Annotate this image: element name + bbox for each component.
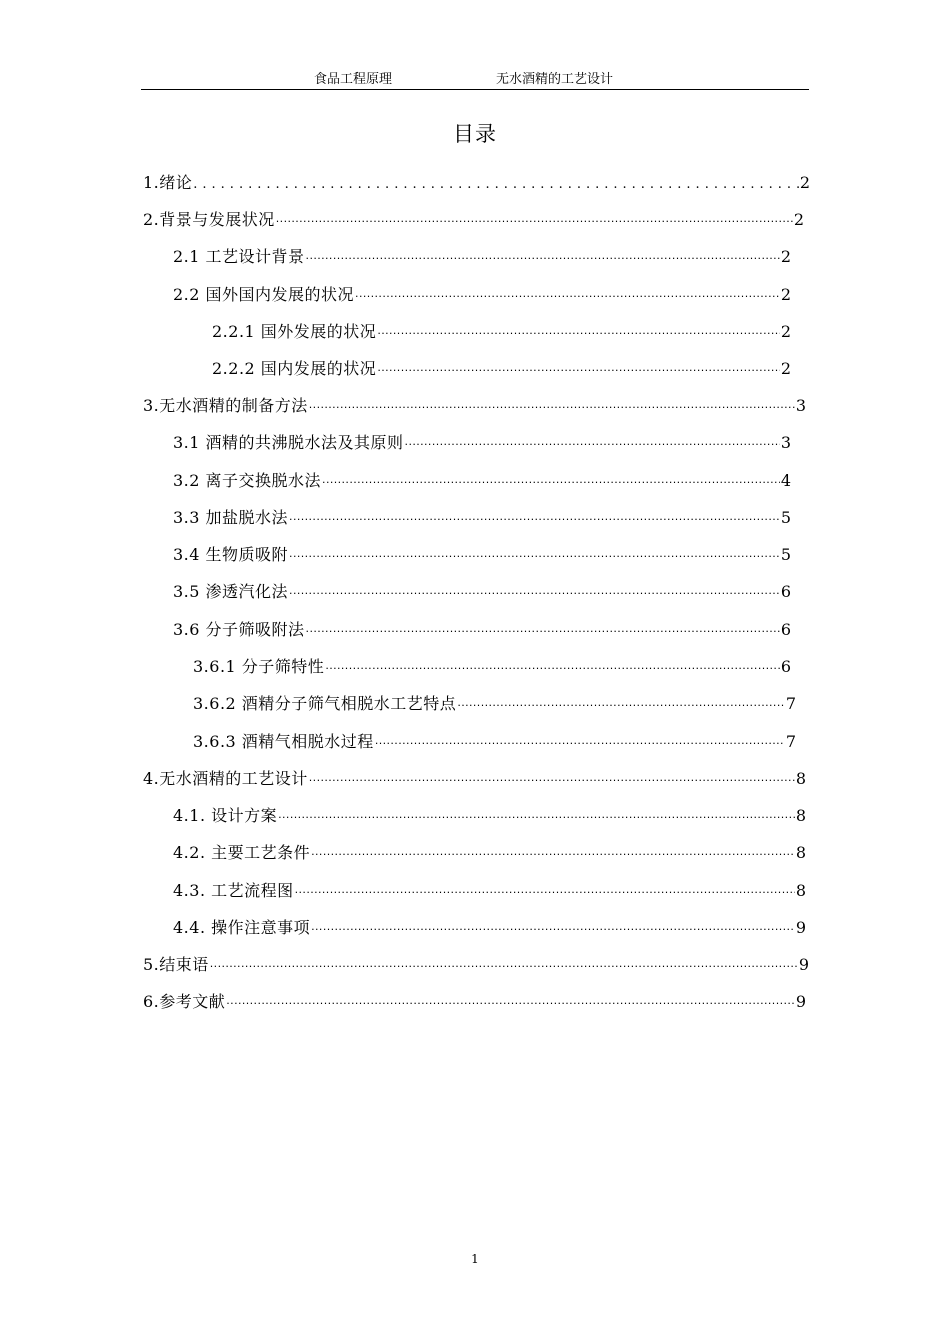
toc-entry-page: 3 [795,396,806,415]
header-course-title: 食品工程原理 [314,72,393,87]
toc-entry-label: 2.2.2 国内发展的状况 [212,359,377,378]
toc-entry-4-3[interactable] [173,879,806,903]
toc-entry-page: 3 [780,433,791,452]
toc-entry-3-6-2[interactable] [193,692,796,716]
toc-entry-label: 4.4. 操作注意事项 [173,918,311,937]
toc-entry-label: 4.3. 工艺流程图 [173,881,294,900]
toc-dot-leader [311,918,795,942]
toc-entry-page: 8 [795,843,806,862]
toc-entry-label: 3.6.2 酒精分子筛气相脱水工艺特点 [193,694,457,713]
toc-dot-leader [289,545,780,569]
toc-entry-4-2[interactable] [173,841,806,865]
toc-dot-leader [405,433,780,457]
toc-entry-page: 6 [780,657,791,676]
toc-entry-2[interactable] [143,208,804,232]
toc-entry-label: 3.6.3 酒精气相脱水过程 [193,732,374,751]
toc-entry-label: 2.2.1 国外发展的状况 [212,322,377,341]
toc-entry-page: 5 [780,545,791,564]
header-document-title: 无水酒精的工艺设计 [496,72,614,87]
toc-dot-leader [289,582,780,606]
toc-entry-3-2[interactable] [173,469,791,493]
toc-entry-3-1[interactable] [173,431,791,455]
toc-entry-2-1[interactable] [173,245,791,269]
toc-entry-label: 5.结束语 [143,955,209,974]
toc-dot-leader [276,210,793,234]
toc-entry-label: 4.无水酒精的工艺设计 [143,769,308,788]
toc-entry-label: 3.5 渗透汽化法 [173,582,289,601]
toc-entry-3-3[interactable] [173,506,791,530]
toc-entry-page: 6 [780,620,791,639]
page-number: 1 [471,1252,479,1266]
toc-entry-page: 4 [780,471,791,490]
toc-dot-leader [278,806,795,830]
toc-entry-3-5[interactable] [173,580,791,604]
toc-entry-label: 4.1. 设计方案 [173,806,278,825]
toc-entry-label: 4.2. 主要工艺条件 [173,843,311,862]
toc-entry-label: 2.2 国外国内发展的状况 [173,285,355,304]
toc-entry-label: 6.参考文献 [143,992,226,1011]
toc-entry-label: 3.2 离子交换脱水法 [173,471,322,490]
toc-dot-leader [193,173,799,197]
toc-dot-leader [226,992,795,1016]
toc-entry-4-4[interactable] [173,916,806,940]
toc-entry-label: 2.背景与发展状况 [143,210,275,229]
toc-entry-label: 3.4 生物质吸附 [173,545,289,564]
toc-entry-page: 2 [799,173,810,192]
toc-entry-3-6-3[interactable] [193,730,796,754]
toc-dot-leader [309,769,795,793]
toc-entry-1[interactable] [143,171,810,195]
toc-entry-label: 3.6.1 分子筛特性 [193,657,325,676]
toc-dot-leader [377,322,780,346]
toc-entry-page: 7 [785,694,796,713]
toc-entry-page: 8 [795,881,806,900]
toc-dot-leader [295,881,795,905]
toc-dot-leader [322,471,780,495]
toc-entry-3-6-1[interactable] [193,655,791,679]
toc-entry-page: 9 [798,955,809,974]
toc-entry-page: 2 [780,322,791,341]
toc-dot-leader [325,657,780,681]
toc-entry-page: 7 [785,732,796,751]
toc-entry-page: 2 [780,359,791,378]
toc-entry-3[interactable] [143,394,806,418]
toc-dot-leader [306,620,780,644]
toc-entry-6[interactable] [143,990,806,1014]
toc-entry-label: 3.3 加盐脱水法 [173,508,289,527]
toc-entry-3-6[interactable] [173,618,791,642]
toc-dot-leader [309,396,795,420]
toc-entry-page: 9 [795,992,806,1011]
toc-entry-page: 2 [780,285,791,304]
toc-entry-2-2-2[interactable] [212,357,791,381]
toc-dot-leader [210,955,798,979]
toc-entry-3-4[interactable] [173,543,791,567]
toc-entry-label: 2.1 工艺设计背景 [173,247,305,266]
toc-entry-page: 2 [793,210,804,229]
toc-entry-page: 8 [795,769,806,788]
toc-dot-leader [289,508,780,532]
toc-dot-leader [375,732,785,756]
toc-entry-label: 1.绪论 [143,173,193,192]
toc-entry-page: 2 [780,247,791,266]
toc-entry-4-1[interactable] [173,804,806,828]
toc-entry-4[interactable] [143,767,806,791]
toc-dot-leader [457,694,785,718]
toc-entry-2-2[interactable] [173,283,791,307]
toc-dot-leader [377,359,780,383]
toc-entry-page: 5 [780,508,791,527]
toc-entry-2-2-1[interactable] [212,320,791,344]
toc-entry-label: 3.6 分子筛吸附法 [173,620,305,639]
toc-dot-leader [311,843,795,867]
toc-entry-page: 8 [795,806,806,825]
toc-entry-label: 3.1 酒精的共沸脱水法及其原则 [173,433,404,452]
toc-entry-5[interactable] [143,953,809,977]
toc-entry-label: 3.无水酒精的制备方法 [143,396,308,415]
toc-entry-page: 6 [780,582,791,601]
toc-entry-page: 9 [795,918,806,937]
toc-title: 目录 [453,122,497,146]
toc-dot-leader [355,285,780,309]
toc-dot-leader [306,247,780,271]
